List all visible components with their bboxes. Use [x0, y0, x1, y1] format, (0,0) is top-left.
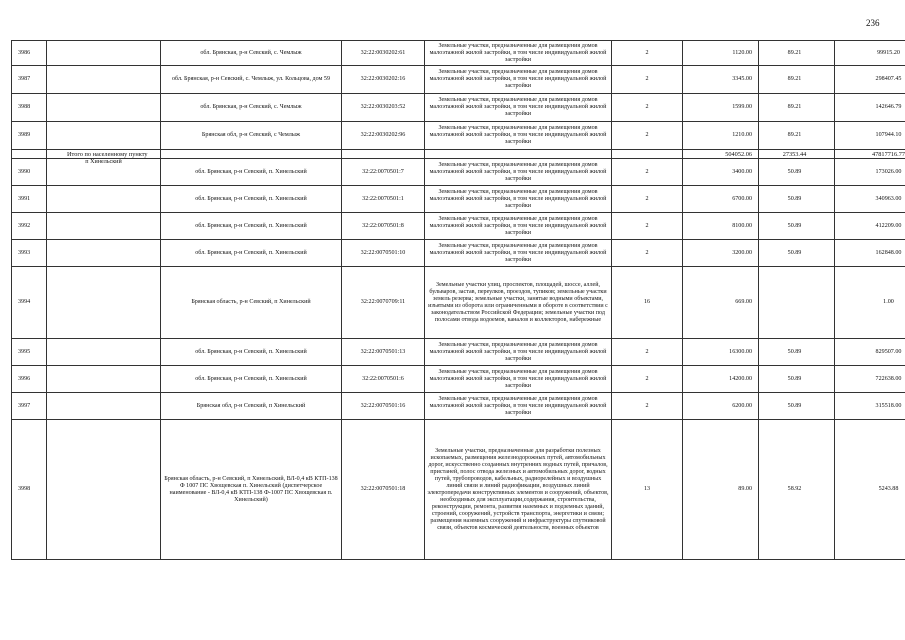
row-land-use: Земельные участки, предназначенные для размещения домов малоэтажной жилой застройки, в том числе индивидуальной жилой застройки — [425, 339, 612, 366]
table-row — [12, 41, 905, 66]
row-cadastral-number: 32:22:0030203:52 — [342, 94, 425, 122]
row-unit-value: 50.89 — [759, 159, 835, 186]
row-number: 3990 — [12, 159, 47, 186]
row-cadastral-number: 32:22:0070501:6 — [342, 366, 425, 393]
row-area: 669.00 — [683, 267, 759, 339]
table-row — [12, 366, 905, 393]
table-row — [12, 393, 905, 420]
row-cadastral-value: 173026.00 — [835, 159, 905, 186]
page-number: 236 — [866, 18, 880, 28]
row-unit-value — [759, 267, 835, 339]
row-cadastral-value: 315518.00 — [835, 393, 905, 420]
row-cadastral-number: 32:22:0070501:8 — [342, 213, 425, 240]
cadastral-value-table — [11, 40, 905, 560]
row-settlement-cell — [47, 213, 161, 240]
row-land-use: Земельные участки, предназначенные для размещения домов малоэтажной жилой застройки, в том числе индивидуальной жилой застройки — [425, 186, 612, 213]
table-row — [12, 122, 905, 150]
row-settlement-cell — [47, 122, 161, 150]
row-use-code: 2 — [612, 66, 683, 94]
row-use-code: 16 — [612, 267, 683, 339]
row-land-use: Земельные участки, предназначенные для размещения домов малоэтажной жилой застройки, в том числе индивидуальной жилой застройки — [425, 66, 612, 94]
row-number: 3986 — [12, 41, 47, 66]
row-address: обл. Брянская, р-н Севский, п. Хинельский — [161, 339, 342, 366]
row-cadastral-number: 32:22:0030202:61 — [342, 41, 425, 66]
row-unit-value: 89.21 — [759, 41, 835, 66]
row-number: 3987 — [12, 66, 47, 94]
row-number: 3998 — [12, 420, 47, 560]
row-number: 3991 — [12, 186, 47, 213]
table-row — [12, 420, 905, 560]
row-number: 3992 — [12, 213, 47, 240]
total-price: 27353.44 — [759, 150, 835, 159]
row-unit-value: 50.89 — [759, 240, 835, 267]
row-use-code: 2 — [612, 240, 683, 267]
row-unit-value: 89.21 — [759, 94, 835, 122]
row-cadastral-value: 1.00 — [835, 267, 905, 339]
row-unit-value: 50.89 — [759, 339, 835, 366]
table-row — [12, 186, 905, 213]
row-unit-value: 50.89 — [759, 366, 835, 393]
row-cadastral-number: 32:22:0070501:13 — [342, 339, 425, 366]
row-address: обл. Брянская, р-н Севский, п. Хинельский — [161, 186, 342, 213]
row-land-use: Земельные участки, предназначенные для размещения домов малоэтажной жилой застройки, в том числе индивидуальной жилой застройки — [425, 240, 612, 267]
row-number: 3995 — [12, 339, 47, 366]
row-address: обл. Брянская, р-н Севский, с. Чемлыж — [161, 94, 342, 122]
row-cadastral-number: 32:22:0070709:11 — [342, 267, 425, 339]
row-cadastral-value: 340963.00 — [835, 186, 905, 213]
row-use-code: 2 — [612, 393, 683, 420]
row-land-use: Земельные участки, предназначенные для разработки полезных ископаемых, размещения железнодорожных путей, автомобильных дорог, искусственно созданных внутренних водных путей, причалов, пристаней, полос отвода железных и автомобильных дорог, водных путей, трубопроводов, кабельных, радиорелейных и воздушных линий связи и линий радиофикации, воздушных линий электропередачи конструктивных элементов и сооружений, объектов, необходимых для эксплуатации,содержания, строительства, реконструкции, ремонта, развития наземных и подземных зданий, строений, сооружений, устройств транспорта, энергетики и связи; размещения наземных сооружений и инфраструктуры спутниковой связи, объектов космической деятельности, военных объектов — [425, 420, 612, 560]
table-row — [12, 159, 905, 186]
row-area: 8100.00 — [683, 213, 759, 240]
row-area: 89.00 — [683, 420, 759, 560]
row-settlement-cell — [47, 267, 161, 339]
row-number: 3994 — [12, 267, 47, 339]
row-address: обл. Брянская, р-н Севский, п. Хинельский — [161, 213, 342, 240]
row-cadastral-value: 5243.88 — [835, 420, 905, 560]
row-unit-value: 89.21 — [759, 66, 835, 94]
table-row — [12, 66, 905, 94]
total-area: 504052.06 — [683, 150, 759, 159]
row-settlement-cell — [47, 366, 161, 393]
row-use-code: 2 — [612, 213, 683, 240]
row-address: Брянская обл, р-н Севский, п Хинельский — [161, 393, 342, 420]
total-empty-num — [12, 150, 47, 159]
row-cadastral-value: 107944.10 — [835, 122, 905, 150]
row-use-code: 13 — [612, 420, 683, 560]
row-cadastral-number: 32:22:0070501:1 — [342, 186, 425, 213]
row-land-use: Земельные участки улиц, проспектов, площадей, шоссе, аллей, бульваров, застав, переулков, проездов, тупиков; земельные участки земель резерва; земельные участки, занятые водными объектами, изъятыми из оборота или ограниченными в обороте в соответствии с законодательством Российской Федерации; земельные участки под полосами отвода водоемов, каналов и коллекторов, набережные — [425, 267, 612, 339]
row-area: 6200.00 — [683, 393, 759, 420]
row-unit-value: 89.21 — [759, 122, 835, 150]
row-use-code: 2 — [612, 94, 683, 122]
row-settlement-cell — [47, 339, 161, 366]
row-use-code: 2 — [612, 41, 683, 66]
row-settlement-cell — [47, 420, 161, 560]
row-number: 3988 — [12, 94, 47, 122]
row-settlement-cell — [47, 41, 161, 66]
row-use-code: 2 — [612, 339, 683, 366]
row-unit-value: 50.89 — [759, 393, 835, 420]
row-land-use: Земельные участки, предназначенные для размещения домов малоэтажной жилой застройки, в том числе индивидуальной жилой застройки — [425, 159, 612, 186]
row-cadastral-value: 722638.00 — [835, 366, 905, 393]
row-address: Брянская область, р-н Севский, п Хинельский — [161, 267, 342, 339]
row-number: 3993 — [12, 240, 47, 267]
row-settlement-cell — [47, 94, 161, 122]
row-cadastral-number: 32:22:0070501:16 — [342, 393, 425, 420]
total-label: Итого по населенному пункту — [47, 150, 161, 159]
row-address: обл. Брянская, р-н Севский, п. Хинельский — [161, 240, 342, 267]
row-settlement-cell — [47, 240, 161, 267]
table-row — [12, 267, 905, 339]
row-area: 1599.00 — [683, 94, 759, 122]
row-unit-value: 58.92 — [759, 420, 835, 560]
row-land-use: Земельные участки, предназначенные для размещения домов малоэтажной жилой застройки, в том числе индивидуальной жилой застройки — [425, 393, 612, 420]
row-cadastral-value: 99915.20 — [835, 41, 905, 66]
row-area: 3400.00 — [683, 159, 759, 186]
row-cadastral-number: 32:22:0030202:96 — [342, 122, 425, 150]
row-cadastral-value: 142646.79 — [835, 94, 905, 122]
row-area: 14200.00 — [683, 366, 759, 393]
row-number: 3996 — [12, 366, 47, 393]
total-empty-cadastral — [342, 150, 425, 159]
row-unit-value: 50.89 — [759, 213, 835, 240]
table-row — [12, 339, 905, 366]
row-address: Брянская область, р-н Севский, п Хинельский, ВЛ-0,4 кВ КТП-138 Ф 1007 ПС Хвощевская п. Хинельский (диспетчерское наименование - ВЛ-0,4 кВ КТП-138 Ф-1007 ПС Хвощевская п. Хинельский) — [161, 420, 342, 560]
row-area: 1210.00 — [683, 122, 759, 150]
row-area: 16300.00 — [683, 339, 759, 366]
row-cadastral-number: 32:22:0070501:10 — [342, 240, 425, 267]
row-settlement-cell — [47, 186, 161, 213]
total-empty-address — [161, 150, 342, 159]
total-empty-use — [425, 150, 612, 159]
row-cadastral-number: 32:22:0070501:18 — [342, 420, 425, 560]
row-use-code: 2 — [612, 186, 683, 213]
row-cadastral-number: 32:22:0030202:16 — [342, 66, 425, 94]
total-cost: 47817716.77 — [835, 150, 905, 159]
row-area: 3200.00 — [683, 240, 759, 267]
row-area: 1120.00 — [683, 41, 759, 66]
row-land-use: Земельные участки, предназначенные для размещения домов малоэтажной жилой застройки, в том числе индивидуальной жилой застройки — [425, 41, 612, 66]
settlement-name: п Хинельский — [47, 159, 161, 186]
row-address: обл. Брянская, р-н Севский, п. Хинельский — [161, 159, 342, 186]
table-row — [12, 94, 905, 122]
row-number: 3989 — [12, 122, 47, 150]
table-row — [12, 213, 905, 240]
row-cadastral-value: 829507.00 — [835, 339, 905, 366]
row-use-code: 2 — [612, 159, 683, 186]
row-cadastral-number: 32:22:0070501:7 — [342, 159, 425, 186]
row-settlement-cell — [47, 66, 161, 94]
settlement-total-row — [12, 150, 905, 159]
row-address: обл. Брянская, р-н Севский, п. Хинельский — [161, 366, 342, 393]
row-use-code: 2 — [612, 366, 683, 393]
row-land-use: Земельные участки, предназначенные для размещения домов малоэтажной жилой застройки, в том числе индивидуальной жилой застройки — [425, 122, 612, 150]
table-row — [12, 240, 905, 267]
row-cadastral-value: 162848.00 — [835, 240, 905, 267]
row-area: 3345.00 — [683, 66, 759, 94]
row-unit-value: 50.89 — [759, 186, 835, 213]
row-number: 3997 — [12, 393, 47, 420]
row-settlement-cell — [47, 393, 161, 420]
row-address: Брянская обл, р-н Севский, с Чемлыж — [161, 122, 342, 150]
row-cadastral-value: 412209.00 — [835, 213, 905, 240]
row-land-use: Земельные участки, предназначенные для размещения домов малоэтажной жилой застройки, в том числе индивидуальной жилой застройки — [425, 94, 612, 122]
row-address: обл. Брянская, р-н Севский, с. Чемлыж, ул. Кольцова, дом 59 — [161, 66, 342, 94]
row-land-use: Земельные участки, предназначенные для размещения домов малоэтажной жилой застройки, в том числе индивидуальной жилой застройки — [425, 213, 612, 240]
row-land-use: Земельные участки, предназначенные для размещения домов малоэтажной жилой застройки, в том числе индивидуальной жилой застройки — [425, 366, 612, 393]
row-use-code: 2 — [612, 122, 683, 150]
row-area: 6700.00 — [683, 186, 759, 213]
row-address: обл. Брянская, р-н Севский, с. Чемлыж — [161, 41, 342, 66]
total-empty-code — [612, 150, 683, 159]
row-cadastral-value: 298407.45 — [835, 66, 905, 94]
